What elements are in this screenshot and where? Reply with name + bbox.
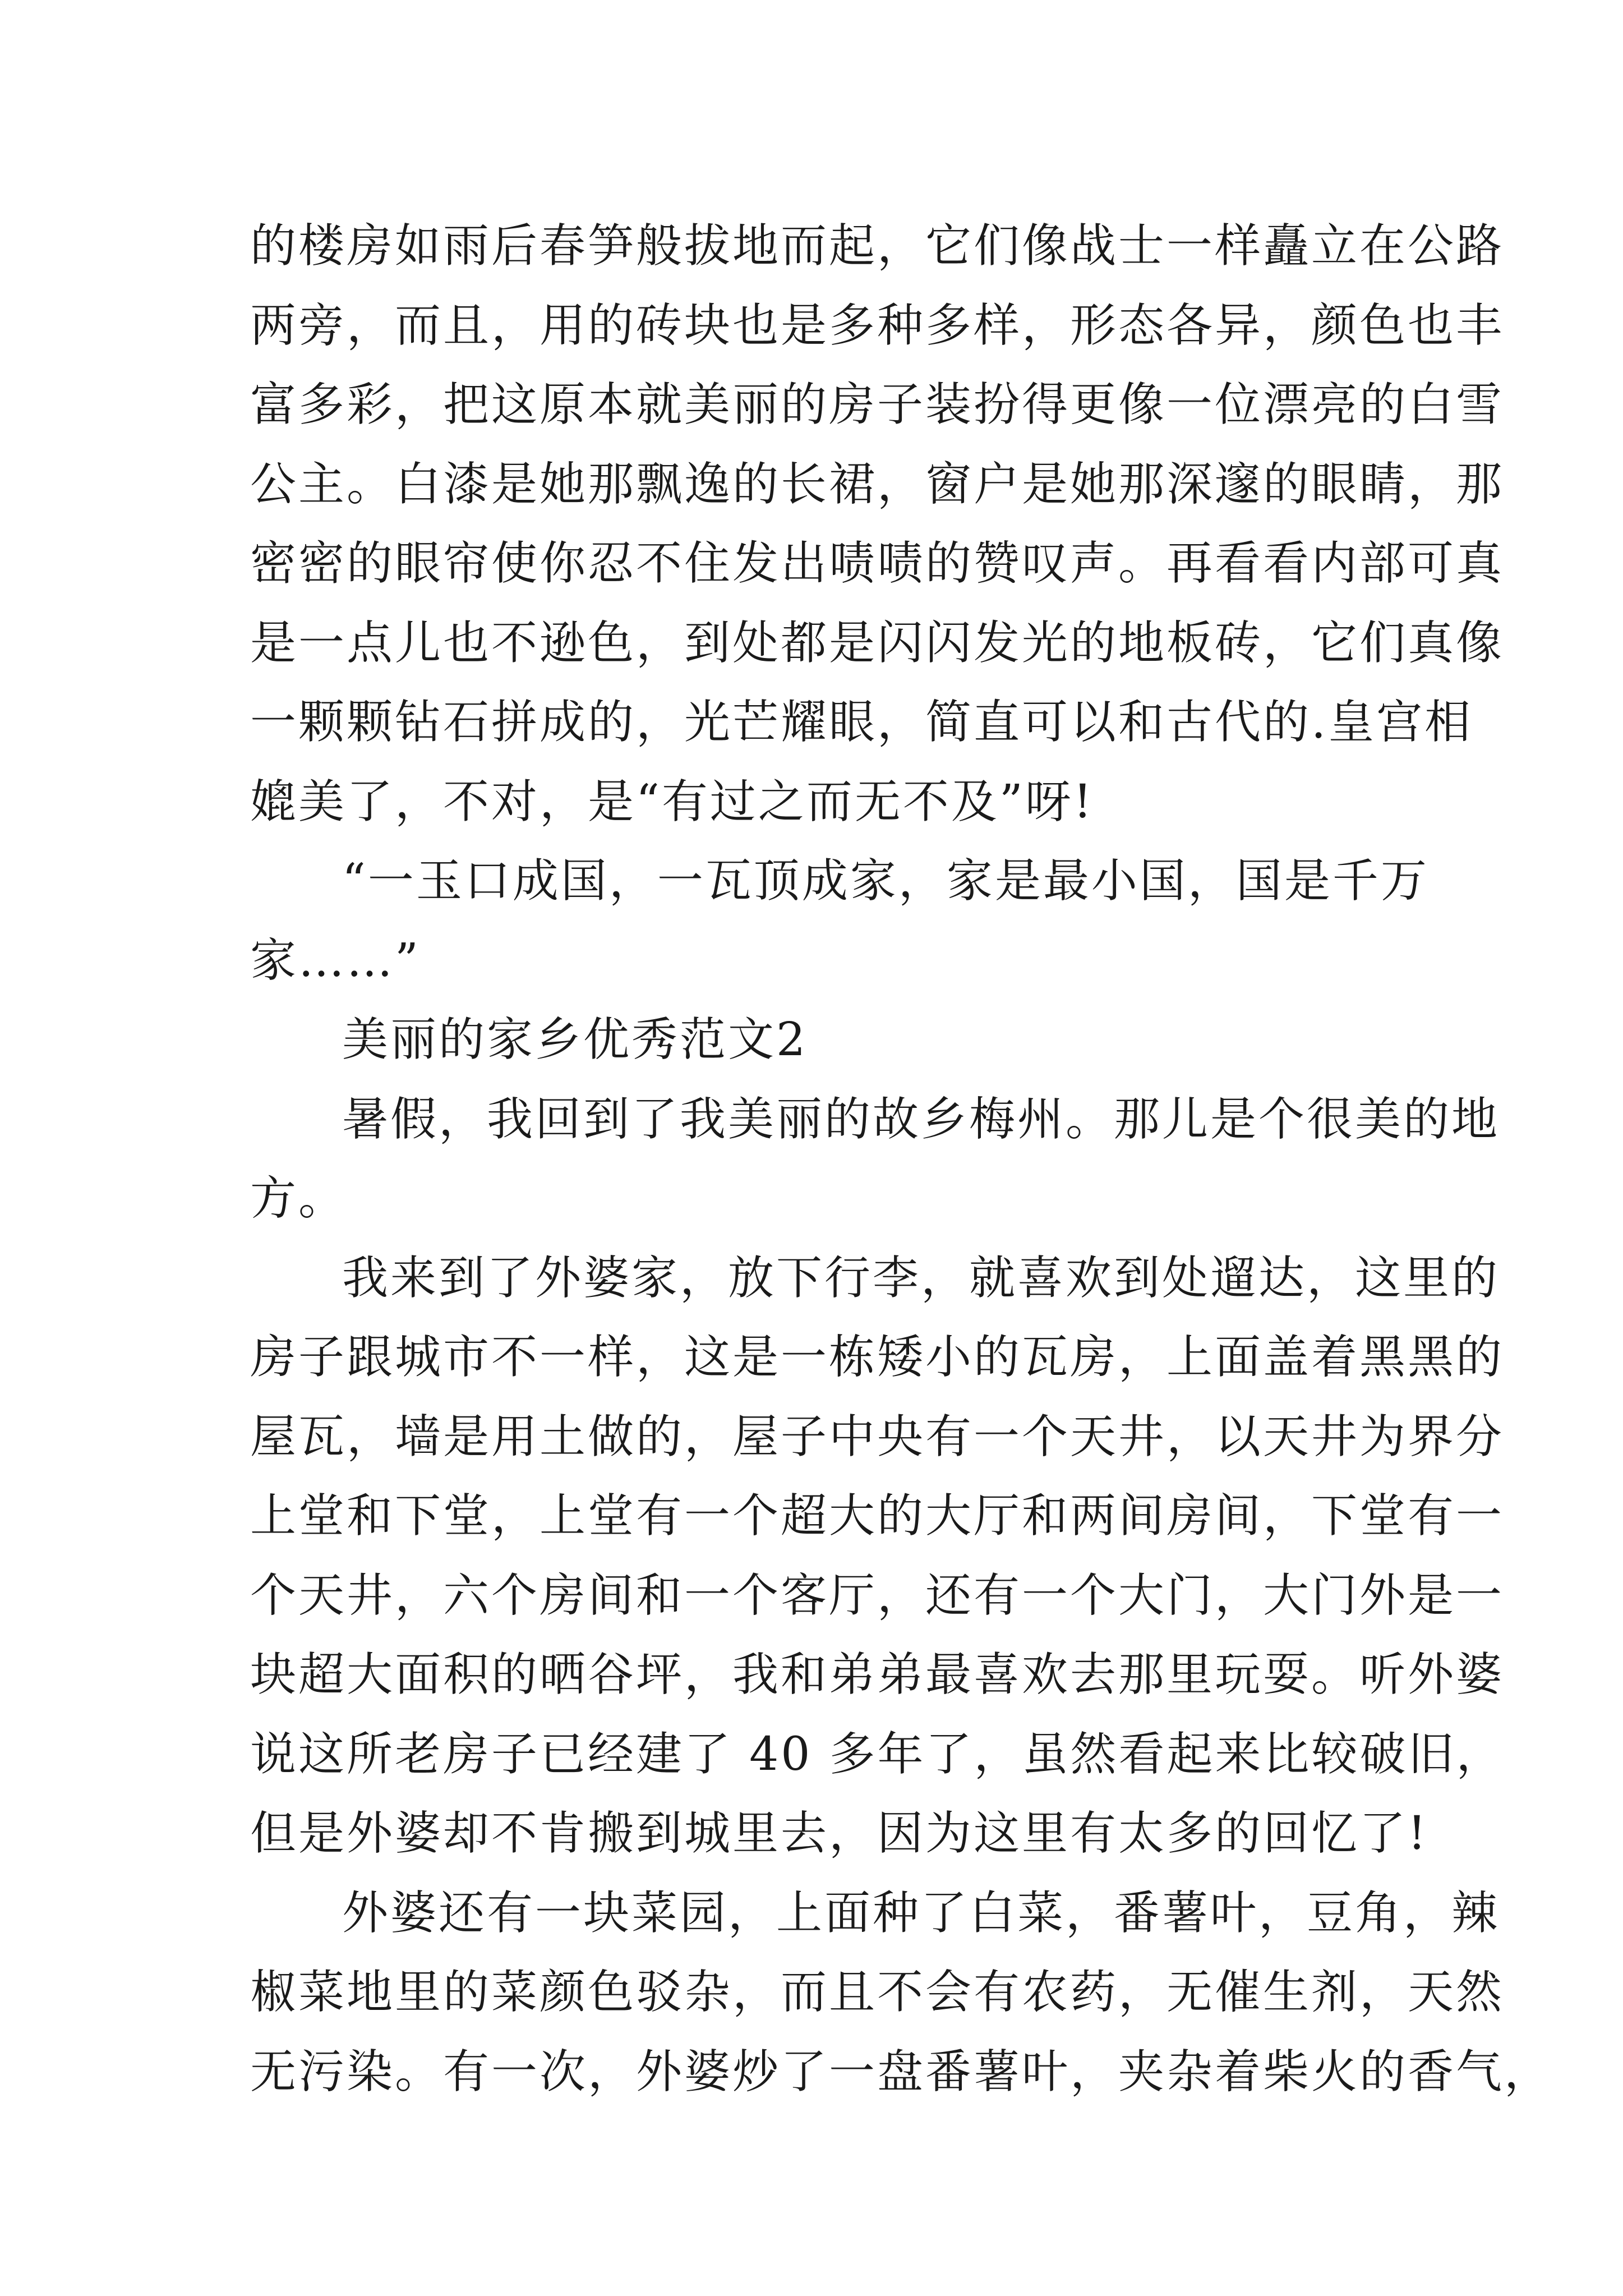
text-line: 密密的眼帘使你忍不住发出啧啧的赞叹声。再看看内部可真 — [250, 537, 1505, 590]
text-line: 两旁，而且，用的砖块也是多种多样，形态各异，颜色也丰 — [250, 298, 1505, 352]
text-line: 上堂和下堂，上堂有一个超大的大厅和两间房间，下堂有一 — [250, 1489, 1505, 1543]
text-line: 是一点儿也不逊色，到处都是闪闪发光的地板砖，它们真像 — [250, 616, 1505, 670]
article-body — [250, 206, 1553, 2111]
text-line: 方。 — [250, 1172, 347, 1225]
text-line: 外婆还有一块菜园，上面种了白菜，番薯叶，豆角，辣 — [342, 1886, 1500, 1940]
text-line: 房子跟城市不一样，这是一栋矮小的瓦房，上面盖着黑黑的 — [250, 1331, 1505, 1384]
text-line: 椒菜地里的菜颜色驳杂，而且不会有农药，无催生剂，天然 — [250, 1966, 1505, 2019]
text-line: 但是外婆却不肯搬到城里去，因为这里有太多的回忆了! — [250, 1807, 1428, 1860]
text-line: 暑假，我回到了我美丽的故乡梅州。那儿是个很美的地 — [342, 1092, 1500, 1146]
text-line: 无污染。有一次，外婆炒了一盘番薯叶，夹杂着柴火的香气， — [250, 2045, 1553, 2099]
text-line: 屋瓦，墙是用土做的，屋子中央有一个天井，以天井为界分 — [250, 1410, 1505, 1464]
text-line: 说这所老房子已经建了 40 多年了，虽然看起来比较破旧， — [250, 1727, 1505, 1781]
text-line: 美丽的家乡优秀范文2 — [342, 1013, 808, 1066]
text-line: 的楼房如雨后春笋般拔地而起，它们像战士一样矗立在公路 — [250, 219, 1505, 273]
text-line: “一玉口成国，一瓦顶成家，家是最小国，国是千万 — [342, 854, 1429, 908]
text-line: 我来到了外婆家，放下行李，就喜欢到处遛达，这里的 — [342, 1251, 1500, 1305]
text-line: 富多彩，把这原本就美丽的房子装扮得更像一位漂亮的白雪 — [250, 378, 1505, 431]
text-line: 个天井，六个房间和一个客厅，还有一个大门，大门外是一 — [250, 1568, 1505, 1622]
text-line: 块超大面积的晒谷坪，我和弟弟最喜欢去那里玩耍。听外婆 — [250, 1648, 1505, 1701]
text-line: 一颗颗钻石拼成的，光芒耀眼，简直可以和古代的.皇宫相 — [250, 696, 1473, 749]
text-line: 媲美了，不对，是“有过之而无不及”呀! — [250, 775, 1094, 829]
text-line: 家……” — [250, 933, 421, 987]
text-line: 公主。白漆是她那飘逸的长裙，窗户是她那深邃的眼睛，那 — [250, 457, 1505, 511]
